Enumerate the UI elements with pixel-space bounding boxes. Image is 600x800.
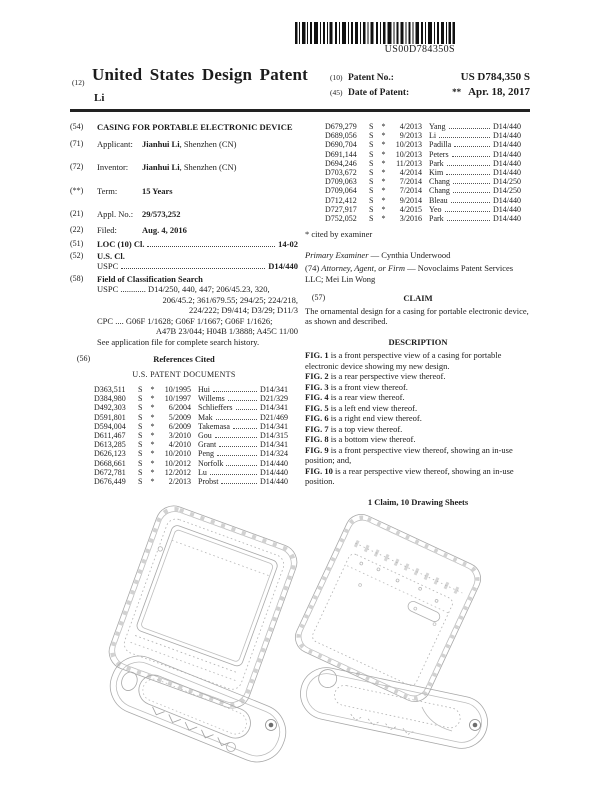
field-code-51: (51) — [70, 239, 84, 248]
patentee-name: Park — [429, 158, 444, 168]
table-row — [94, 431, 298, 440]
section-field-of-search-58 — [70, 274, 298, 348]
classification: D14/250 — [493, 177, 521, 187]
patentee-name: Lu — [198, 467, 207, 477]
inventor-location: , Shenzhen (CN) — [179, 162, 237, 172]
dotted-leader — [446, 168, 490, 175]
figure-label: FIG. 3 — [305, 381, 329, 392]
cited-by-examiner-mark: * — [150, 421, 155, 431]
field-of-search-line: 224/222; D9/414; D3/29; D11/3 — [188, 305, 298, 315]
uspc-label: USPC — [97, 261, 119, 271]
table-row — [94, 403, 298, 412]
patent-doc-number: D703,672 — [325, 168, 357, 178]
patent-references-table-left — [70, 385, 298, 486]
figure-label: FIG. 7 — [305, 423, 329, 434]
field-code-45: (45) — [330, 88, 343, 97]
cited-by-examiner-mark: * — [381, 131, 386, 141]
patent-kind: S — [138, 403, 143, 413]
table-row — [325, 177, 531, 186]
classification: D14/341 — [260, 385, 288, 394]
figure-description-line — [305, 392, 531, 403]
cited-by-examiner-mark: * — [381, 122, 386, 131]
figure-label: FIG. 10 — [305, 465, 333, 476]
classification: D14/315 — [260, 431, 288, 441]
field-of-search-line: See application file for complete search history. — [97, 336, 260, 347]
table-row — [325, 150, 531, 159]
figure-description-line — [305, 382, 531, 393]
patent-doc-number: D672,781 — [94, 467, 126, 477]
cited-by-examiner-mark: * — [150, 458, 155, 468]
patentee-name: Peng — [198, 449, 214, 459]
patent-kind: S — [138, 449, 143, 459]
field-of-search-lines — [97, 284, 298, 347]
patentee-name: Yang — [429, 122, 446, 131]
cited-by-examiner-mark: * — [381, 214, 386, 224]
figure-descriptions — [305, 350, 531, 487]
patentee-name: Bleau — [429, 195, 448, 205]
figure-label: FIG. 8 — [305, 434, 329, 445]
patentee-name: Park — [429, 214, 444, 224]
dotted-leader — [219, 440, 257, 447]
cited-by-examiner-mark: * — [381, 168, 386, 178]
dotted-leader — [215, 431, 257, 438]
patent-kind: S — [138, 412, 143, 422]
table-row — [325, 122, 531, 131]
table-row — [94, 459, 298, 468]
header-kind-code: (12) — [72, 78, 85, 87]
field-code-22: (22) — [70, 224, 84, 234]
description-heading: DESCRIPTION — [388, 336, 448, 347]
cited-by-examiner-mark: * — [381, 204, 386, 214]
section-references-56 — [70, 354, 298, 365]
drawing-front-perspective — [103, 497, 303, 782]
table-row — [325, 140, 531, 149]
loc-class-label: LOC (10) Cl. — [97, 239, 145, 249]
patent-doc-number: D594,004 — [94, 421, 126, 431]
dotted-leader — [147, 239, 275, 247]
applicant-label: Applicant: — [97, 138, 133, 149]
table-row — [325, 159, 531, 168]
patentee-name: Willems — [198, 394, 225, 404]
claim-heading: CLAIM — [403, 293, 433, 304]
cited-by-examiner-mark: * — [150, 394, 155, 404]
classification: D14/341 — [260, 403, 288, 413]
patent-doc-number: D626,123 — [94, 449, 126, 459]
figure-description-line — [305, 350, 531, 371]
patent-doc-date: 4/2013 — [399, 122, 422, 131]
classification: D14/341 — [260, 421, 288, 431]
patent-doc-number: D752,052 — [325, 214, 357, 224]
loc-class-value: 14-02 — [278, 239, 298, 249]
dotted-leader — [452, 150, 490, 157]
patent-doc-date: 11/2013 — [396, 158, 422, 168]
patent-doc-date: 4/2010 — [168, 440, 191, 450]
patent-doc-date: 7/2014 — [399, 186, 422, 196]
dotted-leader — [226, 459, 257, 466]
inventor-name: Jianhui Li — [142, 162, 180, 172]
patent-kind: S — [138, 421, 143, 431]
patent-doc-date: 6/2004 — [168, 403, 191, 413]
patent-doc-number: D712,412 — [325, 195, 357, 205]
patent-doc-number: D679,279 — [325, 122, 357, 131]
patent-doc-date: 2/2013 — [168, 477, 191, 487]
patent-kind: S — [369, 214, 374, 224]
inventor-surname: Li — [94, 92, 105, 104]
table-row — [94, 422, 298, 431]
field-code-74: (74) — [305, 263, 320, 274]
classification: D14/440 — [493, 158, 521, 168]
classification: D14/440 — [493, 131, 521, 141]
attorney-line — [305, 263, 519, 284]
dotted-leader — [121, 261, 265, 269]
table-row — [94, 440, 298, 449]
claim-text: The ornamental design for a casing for portable electronic device, as shown and described. — [305, 305, 529, 327]
field-code-52: (52) — [70, 250, 84, 260]
patent-number-value: US D784,350 S — [460, 71, 530, 83]
patent-kind: S — [369, 149, 374, 159]
dotted-leader — [217, 449, 257, 456]
left-column — [70, 122, 298, 486]
patentee-name: Padilla — [429, 140, 452, 150]
patent-references-table-right — [305, 122, 531, 223]
figure-label: FIG. 9 — [305, 444, 329, 455]
filed-value: Aug. 4, 2016 — [142, 224, 187, 235]
field-of-search-label: Field of Classification Search — [97, 273, 203, 284]
dotted-leader — [216, 413, 257, 420]
cited-by-examiner-mark: * — [150, 449, 155, 459]
classification: D14/440 — [260, 467, 288, 477]
dotted-leader — [210, 468, 257, 475]
cited-by-examiner-mark: * — [381, 158, 386, 168]
patent-date-label: Date of Patent: — [348, 88, 410, 98]
table-row — [325, 205, 531, 214]
patent-kind: S — [138, 467, 143, 477]
patentee-name: Li — [429, 131, 437, 141]
table-row — [325, 168, 531, 177]
cited-by-examiner-mark: * — [381, 149, 386, 159]
classification: D14/341 — [260, 440, 288, 450]
patent-doc-number: D384,980 — [94, 394, 126, 404]
patentee-name: Hui — [198, 385, 210, 394]
patent-date-line — [330, 86, 530, 98]
figure-description-line — [305, 466, 531, 487]
cited-by-examiner-mark: * — [381, 195, 386, 205]
dotted-leader — [447, 159, 490, 166]
patentee-name: Chang — [429, 177, 450, 187]
classification: D14/324 — [260, 449, 288, 459]
figure-text: is a front perspective view of a casing for portable electronic device showing my new design. — [305, 350, 502, 371]
patent-doc-number: D689,056 — [325, 131, 357, 141]
section-us-cl-52 — [70, 251, 298, 272]
description-section — [305, 337, 531, 348]
section-appl-no-21 — [70, 209, 298, 220]
patent-doc-number: D709,064 — [325, 186, 357, 196]
classification: D14/440 — [493, 122, 521, 131]
cited-by-examiner-mark: * — [150, 467, 155, 477]
dotted-leader — [439, 131, 490, 138]
table-row — [94, 468, 298, 477]
term-extension-stars: ** — [452, 87, 462, 97]
patent-kind: S — [138, 458, 143, 468]
patent-kind: S — [369, 140, 374, 150]
field-code-21: (21) — [70, 209, 84, 218]
patent-kind: S — [369, 168, 374, 178]
inventor-label: Inventor: — [97, 162, 129, 172]
patentee-name: Takemasa — [198, 421, 230, 431]
patentee-name: Probst — [198, 477, 219, 487]
patent-doc-date: 10/1997 — [164, 394, 191, 404]
patent-doc-date: 9/2014 — [399, 195, 422, 205]
patentee-name: Peters — [429, 149, 449, 159]
patent-doc-date: 10/1995 — [164, 385, 191, 394]
table-row — [94, 394, 298, 403]
field-code-72: (72) — [70, 162, 84, 171]
patent-kind: S — [369, 122, 374, 131]
patent-doc-date: 10/2010 — [164, 449, 191, 459]
patent-doc-date: 10/2012 — [164, 458, 191, 468]
figure-label: FIG. 2 — [305, 371, 329, 382]
figure-text: is a right end view thereof. — [328, 413, 422, 424]
classification: D14/440 — [260, 477, 288, 487]
us-patent-documents-heading: U.S. PATENT DOCUMENTS — [132, 369, 236, 379]
uspc-value: D14/440 — [268, 261, 298, 271]
classification: D21/469 — [260, 412, 288, 422]
right-column — [305, 122, 531, 507]
patent-kind: S — [138, 394, 143, 404]
table-row — [94, 449, 298, 458]
cited-by-examiner-note: * cited by examiner — [305, 229, 373, 240]
figure-label: FIG. 5 — [305, 402, 329, 413]
attorney-label: Attorney, Agent, or Firm — [321, 263, 405, 274]
patent-doc-date: 7/2014 — [399, 177, 422, 187]
table-row — [325, 186, 531, 195]
patent-doc-number: D727,917 — [325, 204, 357, 214]
dotted-leader — [221, 477, 257, 484]
header-divider — [70, 109, 530, 112]
section-applicant-71 — [70, 139, 298, 150]
patentee-name: Chang — [429, 186, 450, 196]
classification: D14/440 — [493, 195, 521, 205]
dotted-leader — [453, 186, 490, 193]
patent-doc-date: 4/2014 — [399, 168, 422, 178]
cited-by-examiner-mark: * — [150, 440, 155, 450]
patent-doc-number: D694,246 — [325, 158, 357, 168]
table-row — [94, 385, 298, 394]
patent-doc-date: 3/2010 — [168, 431, 191, 441]
dotted-leader — [445, 205, 490, 212]
dotted-leader — [449, 122, 490, 129]
field-code-10: (10) — [330, 73, 343, 82]
classification: D14/440 — [493, 214, 521, 224]
table-row — [94, 413, 298, 422]
cited-by-examiner-mark: * — [150, 431, 155, 441]
patent-doc-date: 6/2009 — [168, 421, 191, 431]
patentee-name: Kim — [429, 168, 444, 178]
attorney-firm-name: — Novoclaims Patent Services LLC; Mei Lin Wong — [305, 263, 514, 284]
classification: D14/440 — [493, 149, 521, 159]
term-label: Term: — [97, 185, 118, 196]
patentee-name: Norfolk — [198, 458, 224, 468]
barcode-icon — [295, 22, 455, 44]
figure-text: is a left end view thereof. — [328, 402, 418, 413]
section-title-54 — [70, 122, 298, 133]
appl-no-value: 29/573,252 — [142, 209, 181, 219]
patent-kind: S — [138, 440, 143, 450]
patent-doc-number: D363,511 — [94, 385, 126, 394]
primary-examiner-line — [305, 250, 531, 261]
dotted-leader — [228, 394, 257, 401]
patent-doc-number: D668,661 — [94, 458, 126, 468]
classification: D14/440 — [493, 168, 521, 178]
classification: D21/329 — [260, 394, 288, 404]
figure-text: is a top view thereof. — [328, 423, 403, 434]
table-row — [94, 477, 298, 486]
figure-description-line — [305, 403, 531, 414]
figure-label: FIG. 1 — [305, 350, 329, 361]
patent-doc-number: D690,704 — [325, 140, 357, 150]
section-filed-22 — [70, 225, 298, 236]
table-row — [325, 214, 531, 223]
cited-by-examiner-mark: * — [381, 140, 386, 150]
table-row — [325, 196, 531, 205]
patent-doc-date: 9/2013 — [399, 131, 422, 141]
patentee-name: Grant — [198, 440, 217, 450]
classification: D14/440 — [493, 140, 521, 150]
patentee-name: Yeo — [429, 204, 442, 214]
figure-description-line — [305, 413, 531, 424]
patent-kind: S — [138, 477, 143, 487]
patent-doc-date: 5/2009 — [168, 412, 191, 422]
term-value: 15 Years — [142, 185, 173, 196]
section-inventor-72 — [70, 162, 298, 173]
references-cited-heading: References Cited — [153, 354, 215, 364]
patent-doc-number: D613,285 — [94, 440, 126, 450]
patent-kind: S — [138, 385, 143, 394]
primary-examiner-name: — Cynthia Underwood — [368, 249, 451, 260]
dotted-leader — [451, 196, 490, 203]
patent-kind: S — [369, 186, 374, 196]
cited-by-examiner-mark: * — [150, 412, 155, 422]
field-of-search-line: A47B 23/044; H04B 1/3888; A45C 11/00 — [155, 326, 298, 336]
section-term — [70, 186, 298, 197]
patent-doc-date: 4/2015 — [399, 204, 422, 214]
figure-text: is a rear perspective view thereof, showing an in-use position. — [305, 465, 514, 487]
drawing-rear-perspective — [293, 503, 498, 759]
figure-text: is a bottom view thereof. — [328, 434, 416, 445]
dotted-leader — [233, 422, 257, 429]
patent-kind: S — [369, 177, 374, 187]
dotted-leader — [213, 385, 257, 392]
cited-by-examiner-mark: * — [381, 177, 386, 187]
field-of-search-line: CPC .... G06F 1/1628; G06F 1/1667; G06F 1/1626; — [97, 315, 273, 326]
field-of-search-line: USPC ............ D14/250, 440, 447; 206/45.23, 320, — [97, 284, 270, 294]
header-right-block — [330, 71, 530, 101]
figure-text: is a rear perspective view thereof. — [328, 371, 446, 382]
patent-number-label: Patent No.: — [348, 73, 394, 83]
applicant-name: Jianhui Li — [142, 138, 180, 149]
field-code-56: (56) — [76, 354, 91, 363]
applicant-location: , Shenzhen (CN) — [179, 138, 237, 149]
invention-title: CASING FOR PORTABLE ELECTRONIC DEVICE — [97, 122, 293, 132]
cited-by-examiner-mark: * — [381, 186, 386, 196]
patent-kind: S — [369, 158, 374, 168]
figure-text: is a front perspective view thereof, showing an in-use position; and, — [305, 444, 513, 466]
patentee-name: Gou — [198, 431, 212, 441]
cited-by-examiner-mark: * — [150, 403, 155, 413]
claims-sheets-note: 1 Claim, 10 Drawing Sheets — [367, 496, 469, 507]
filed-label: Filed: — [97, 224, 117, 235]
classification: D14/440 — [260, 458, 288, 468]
us-cl-label: U.S. Cl. — [97, 250, 125, 261]
dotted-leader — [454, 140, 490, 147]
figure-text: is a front view thereof. — [328, 381, 408, 392]
field-code-54: (54) — [70, 122, 84, 131]
patent-doc-number: D611,467 — [94, 431, 126, 441]
figure-label: FIG. 4 — [305, 392, 329, 403]
patent-kind: S — [138, 431, 143, 441]
patent-date-value: Apr. 18, 2017 — [468, 86, 530, 98]
patent-number-line — [330, 71, 530, 83]
figure-description-line — [305, 424, 531, 435]
patentee-name: Mak — [198, 412, 213, 422]
cited-by-examiner-mark: * — [150, 385, 155, 394]
claim-section — [305, 293, 531, 304]
patent-doc-number: D709,063 — [325, 177, 357, 187]
page-title: United States Design Patent — [92, 65, 309, 84]
field-code-term: (**) — [70, 185, 84, 195]
patent-doc-date: 3/2016 — [399, 214, 422, 224]
patentee-name: Schlieffers — [198, 403, 233, 413]
patent-doc-date: 10/2013 — [395, 140, 422, 150]
figure-description-line — [305, 371, 531, 382]
primary-examiner-label: Primary Examiner — [305, 249, 369, 260]
patent-kind: S — [369, 131, 374, 141]
barcode-block — [295, 22, 455, 55]
patent-kind: S — [369, 204, 374, 214]
patent-doc-number: D591,801 — [94, 412, 126, 422]
figure-label: FIG. 6 — [305, 413, 329, 424]
patent-doc-number: D492,303 — [94, 403, 126, 413]
appl-no-label: Appl. No.: — [97, 209, 134, 219]
patent-doc-number: D676,449 — [94, 477, 126, 487]
field-code-58: (58) — [70, 273, 84, 283]
figure-description-line — [305, 434, 531, 445]
figure-text: is a rear view thereof. — [328, 392, 405, 403]
dotted-leader — [447, 214, 490, 221]
figure-description-line — [305, 445, 531, 466]
field-of-search-line: 206/45.2; 361/679.55; 294/25; 224/218, — [162, 294, 298, 305]
section-loc-51 — [70, 239, 298, 250]
dotted-leader — [236, 403, 257, 410]
cited-by-examiner-mark: * — [150, 477, 155, 487]
dotted-leader — [453, 177, 490, 184]
field-code-71: (71) — [70, 138, 84, 148]
table-row — [325, 131, 531, 140]
patent-kind: S — [369, 195, 374, 205]
barcode-number: US00D784350S — [384, 44, 455, 55]
patent-doc-date: 12/2012 — [164, 467, 191, 477]
patent-doc-date: 10/2013 — [395, 149, 422, 159]
classification: D14/440 — [493, 204, 521, 214]
classification: D14/250 — [493, 186, 521, 196]
field-code-57: (57) — [311, 293, 326, 303]
patent-doc-number: D691,144 — [325, 149, 357, 159]
